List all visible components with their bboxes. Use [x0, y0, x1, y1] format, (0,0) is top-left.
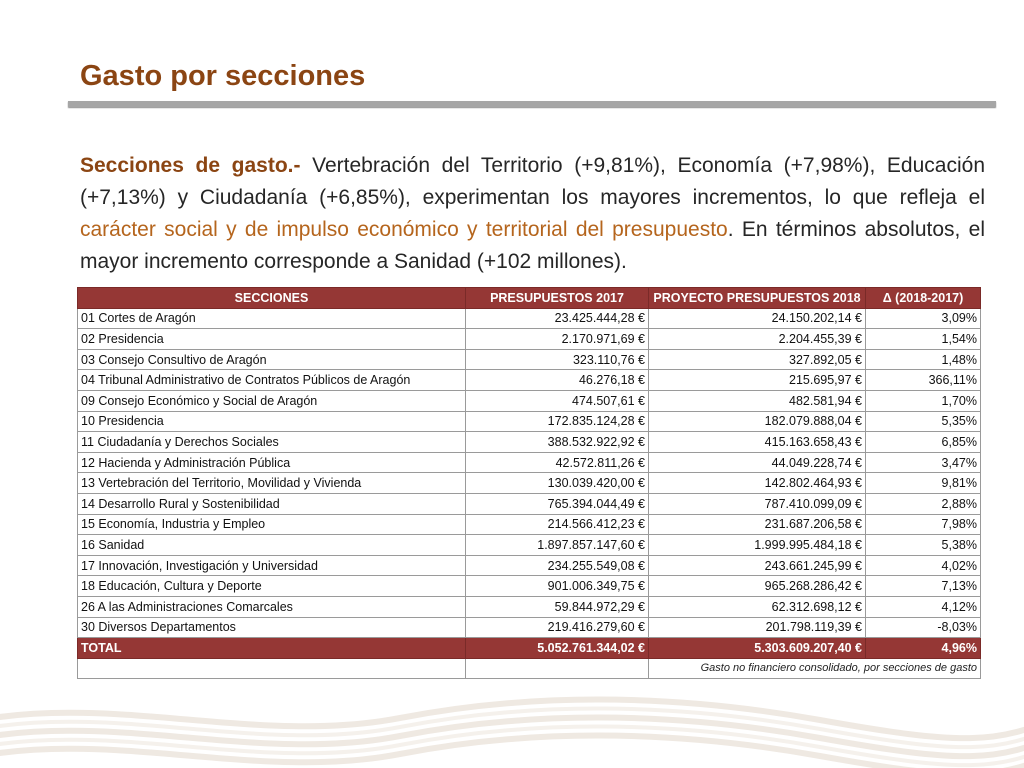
section-name: 15 Economía, Industria y Empleo — [78, 514, 466, 535]
budget-2018: 62.312.698,12 € — [649, 596, 866, 617]
delta-percent: 1,70% — [866, 390, 981, 411]
delta-percent: 1,48% — [866, 349, 981, 370]
budget-2018: 482.581,94 € — [649, 390, 866, 411]
section-name: 30 Diversos Departamentos — [78, 617, 466, 638]
budget-2017: 388.532.922,92 € — [466, 432, 649, 453]
budget-2017: 172.835.124,28 € — [466, 411, 649, 432]
budget-2018: 215.695,97 € — [649, 370, 866, 391]
section-name: 04 Tribunal Administrativo de Contratos Públicos de Aragón — [78, 370, 466, 391]
intro-text-1: Vertebración del Territorio (+9,81%), Economía (+7,98%), Educación (+7,13%) y Ciudadanía (+6,85%), experimentan los mayores incrementos, lo que refleja el — [80, 154, 985, 209]
delta-percent: 4,02% — [866, 555, 981, 576]
page-title: Gasto por secciones — [80, 60, 366, 92]
header-secciones: SECCIONES — [78, 288, 466, 309]
section-name: 12 Hacienda y Administración Pública — [78, 452, 466, 473]
budget-2017: 130.039.420,00 € — [466, 473, 649, 494]
budget-2018: 182.079.888,04 € — [649, 411, 866, 432]
table-header-row — [78, 288, 981, 309]
budget-2017: 474.507,61 € — [466, 390, 649, 411]
delta-percent: 5,35% — [866, 411, 981, 432]
budget-2017: 901.006.349,75 € — [466, 576, 649, 597]
budget-2018: 201.798.119,39 € — [649, 617, 866, 638]
budget-2017: 1.897.857.147,60 € — [466, 535, 649, 556]
total-2018: 5.303.609.207,40 € — [649, 638, 866, 659]
section-name: 01 Cortes de Aragón — [78, 308, 466, 329]
table-row — [78, 329, 981, 350]
table-row — [78, 452, 981, 473]
budget-2018: 327.892,05 € — [649, 349, 866, 370]
budget-2018: 24.150.202,14 € — [649, 308, 866, 329]
budget-2018: 1.999.995.484,18 € — [649, 535, 866, 556]
budget-2017: 765.394.044,49 € — [466, 493, 649, 514]
section-name: 18 Educación, Cultura y Deporte — [78, 576, 466, 597]
table-row — [78, 576, 981, 597]
delta-percent: 7,13% — [866, 576, 981, 597]
budget-2018: 2.204.455,39 € — [649, 329, 866, 350]
section-name: 26 A las Administraciones Comarcales — [78, 596, 466, 617]
section-name: 03 Consejo Consultivo de Aragón — [78, 349, 466, 370]
table-row — [78, 493, 981, 514]
delta-percent: 2,88% — [866, 493, 981, 514]
title-divider — [68, 101, 996, 107]
table-row — [78, 514, 981, 535]
budget-2017: 23.425.444,28 € — [466, 308, 649, 329]
total-2017: 5.052.761.344,02 € — [466, 638, 649, 659]
table-row — [78, 390, 981, 411]
section-name: 11 Ciudadanía y Derechos Sociales — [78, 432, 466, 453]
header-presupuestos-2017: PRESUPUESTOS 2017 — [466, 288, 649, 309]
table-row — [78, 349, 981, 370]
delta-percent: 9,81% — [866, 473, 981, 494]
table-note-row — [78, 658, 981, 679]
section-name: 14 Desarrollo Rural y Sostenibilidad — [78, 493, 466, 514]
table-row — [78, 617, 981, 638]
budget-2017: 42.572.811,26 € — [466, 452, 649, 473]
budget-table — [77, 287, 981, 679]
delta-percent: 7,98% — [866, 514, 981, 535]
total-label: TOTAL — [78, 638, 466, 659]
budget-2018: 44.049.228,74 € — [649, 452, 866, 473]
header-delta: Δ (2018-2017) — [866, 288, 981, 309]
budget-2017: 2.170.971,69 € — [466, 329, 649, 350]
budget-2017: 323.110,76 € — [466, 349, 649, 370]
delta-percent: -8,03% — [866, 617, 981, 638]
table-row — [78, 535, 981, 556]
section-name: 10 Presidencia — [78, 411, 466, 432]
total-delta: 4,96% — [866, 638, 981, 659]
budget-2018: 787.410.099,09 € — [649, 493, 866, 514]
section-name: 17 Innovación, Investigación y Universidad — [78, 555, 466, 576]
intro-highlight: carácter social y de impulso económico y territorial del presupuesto — [80, 218, 728, 241]
intro-paragraph — [80, 150, 985, 278]
table-body — [78, 308, 981, 679]
table-row — [78, 555, 981, 576]
budget-2017: 46.276,18 € — [466, 370, 649, 391]
budget-2018: 243.661.245,99 € — [649, 555, 866, 576]
budget-2017: 219.416.279,60 € — [466, 617, 649, 638]
header-proyecto-2018: PROYECTO PRESUPUESTOS 2018 — [649, 288, 866, 309]
budget-2018: 415.163.658,43 € — [649, 432, 866, 453]
intro-lead: Secciones de gasto.- — [80, 154, 301, 177]
table-total-row — [78, 638, 981, 659]
budget-2017: 59.844.972,29 € — [466, 596, 649, 617]
delta-percent: 366,11% — [866, 370, 981, 391]
section-name: 09 Consejo Económico y Social de Aragón — [78, 390, 466, 411]
budget-2018: 965.268.286,42 € — [649, 576, 866, 597]
delta-percent: 4,12% — [866, 596, 981, 617]
table-row — [78, 411, 981, 432]
table-row — [78, 596, 981, 617]
delta-percent: 6,85% — [866, 432, 981, 453]
delta-percent: 5,38% — [866, 535, 981, 556]
table-row — [78, 473, 981, 494]
table-source-note: Gasto no financiero consolidado, por secciones de gasto — [649, 658, 981, 679]
section-name: 13 Vertebración del Territorio, Movilidad y Vivienda — [78, 473, 466, 494]
section-name: 02 Presidencia — [78, 329, 466, 350]
wave-decoration — [0, 690, 1024, 768]
note-empty-cell — [466, 658, 649, 679]
table-row — [78, 308, 981, 329]
table-row — [78, 432, 981, 453]
budget-2017: 234.255.549,08 € — [466, 555, 649, 576]
budget-2018: 142.802.464,93 € — [649, 473, 866, 494]
table-row — [78, 370, 981, 391]
budget-2017: 214.566.412,23 € — [466, 514, 649, 535]
section-name: 16 Sanidad — [78, 535, 466, 556]
delta-percent: 1,54% — [866, 329, 981, 350]
intro-text-2: . En términos absolutos, el mayor incremento corresponde a Sanidad (+102 millones). — [80, 218, 985, 273]
note-empty-cell — [78, 658, 466, 679]
delta-percent: 3,09% — [866, 308, 981, 329]
budget-2018: 231.687.206,58 € — [649, 514, 866, 535]
delta-percent: 3,47% — [866, 452, 981, 473]
